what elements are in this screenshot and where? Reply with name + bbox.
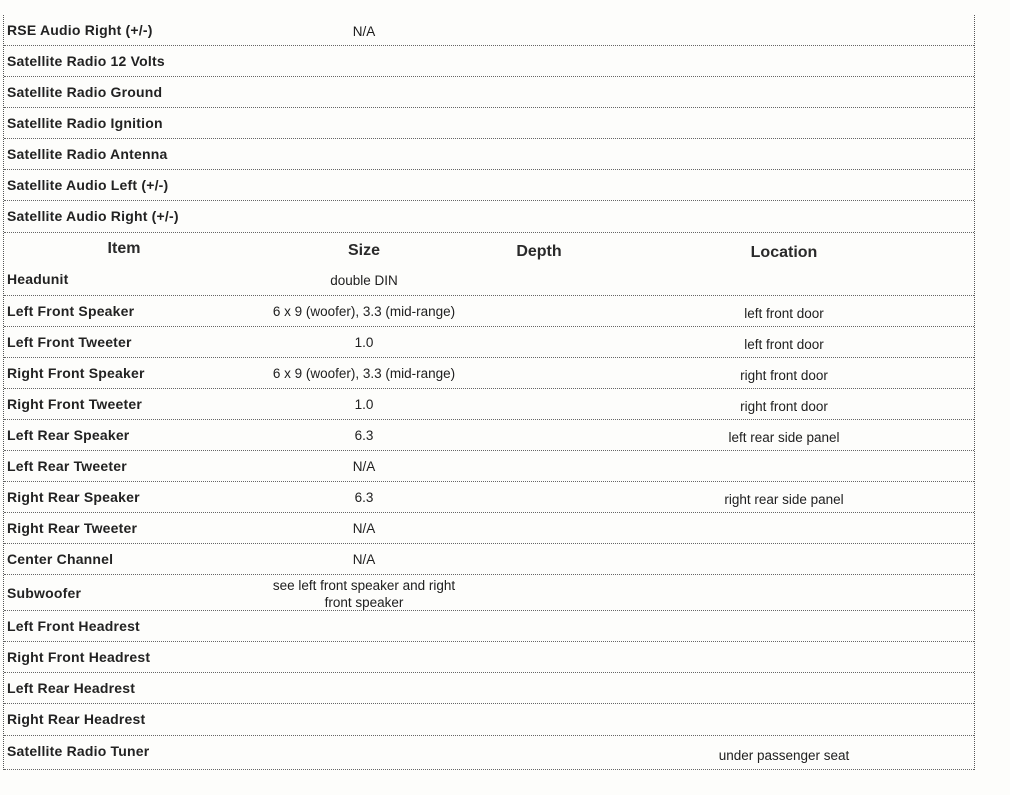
column-header-location: Location bbox=[750, 244, 818, 261]
component-row bbox=[4, 575, 974, 611]
component-row bbox=[4, 611, 974, 642]
component-size: N/A bbox=[352, 521, 376, 536]
component-row bbox=[4, 420, 974, 451]
connection-label: Satellite Radio 12 Volts bbox=[7, 53, 165, 69]
component-row bbox=[4, 327, 974, 358]
component-row bbox=[4, 513, 974, 544]
component-item: Left Rear Tweeter bbox=[7, 458, 127, 474]
component-location: under passenger seat bbox=[718, 748, 850, 763]
vehicle-audio-spec-sheet bbox=[3, 15, 975, 770]
column-header-item: Item bbox=[107, 240, 141, 257]
component-location: right rear side panel bbox=[724, 492, 844, 507]
connection-label: Satellite Radio Ground bbox=[7, 84, 163, 100]
component-row bbox=[4, 482, 974, 513]
component-location: right front door bbox=[740, 368, 828, 383]
component-row bbox=[4, 642, 974, 673]
component-size: 6 x 9 (woofer), 3.3 (mid-range) bbox=[272, 366, 456, 381]
component-item: Right Front Headrest bbox=[7, 649, 151, 665]
component-item: Subwoofer bbox=[7, 585, 82, 601]
column-header-depth: Depth bbox=[516, 243, 562, 260]
component-row bbox=[4, 451, 974, 482]
connection-label: RSE Audio Right (+/-) bbox=[7, 22, 153, 38]
component-size: 6.3 bbox=[354, 490, 374, 505]
component-row bbox=[4, 296, 974, 327]
connection-row bbox=[4, 139, 974, 170]
component-item: Right Rear Headrest bbox=[7, 711, 146, 727]
component-item: Left Front Speaker bbox=[7, 303, 135, 319]
component-item: Right Front Tweeter bbox=[7, 396, 142, 412]
component-size: 6 x 9 (woofer), 3.3 (mid-range) bbox=[272, 304, 456, 319]
connection-label: Satellite Audio Right (+/-) bbox=[7, 208, 179, 224]
connection-row bbox=[4, 170, 974, 201]
component-location: left rear side panel bbox=[728, 430, 840, 445]
connection-value: N/A bbox=[352, 24, 376, 39]
component-row bbox=[4, 673, 974, 704]
component-size: see left front speaker and right front speaker bbox=[272, 578, 456, 610]
component-item: Left Rear Headrest bbox=[7, 680, 136, 696]
component-item: Right Front Speaker bbox=[7, 365, 145, 381]
connection-row bbox=[4, 15, 974, 46]
component-item: Center Channel bbox=[7, 551, 114, 567]
connection-label: Satellite Radio Antenna bbox=[7, 146, 168, 162]
component-location: left front door bbox=[744, 337, 824, 352]
connection-label: Satellite Radio Ignition bbox=[7, 115, 163, 131]
component-size: N/A bbox=[352, 552, 376, 567]
component-row bbox=[4, 704, 974, 736]
component-size: 1.0 bbox=[354, 397, 374, 412]
component-item: Headunit bbox=[7, 271, 69, 287]
component-item: Left Rear Speaker bbox=[7, 427, 130, 443]
connection-row bbox=[4, 77, 974, 108]
component-size: double DIN bbox=[330, 273, 398, 288]
component-item: Satellite Radio Tuner bbox=[7, 743, 150, 759]
connection-label: Satellite Audio Left (+/-) bbox=[7, 177, 169, 193]
component-item: Left Front Headrest bbox=[7, 618, 140, 634]
connection-row bbox=[4, 108, 974, 139]
connection-row bbox=[4, 46, 974, 77]
component-item: Right Rear Speaker bbox=[7, 489, 140, 505]
column-header-size: Size bbox=[347, 242, 380, 259]
component-row bbox=[4, 736, 974, 770]
component-size: 6.3 bbox=[354, 428, 374, 443]
components-header-row bbox=[4, 233, 974, 296]
component-size: 1.0 bbox=[354, 335, 374, 350]
component-row bbox=[4, 358, 974, 389]
component-location: left front door bbox=[744, 306, 824, 321]
component-size: N/A bbox=[352, 459, 376, 474]
component-item: Left Front Tweeter bbox=[7, 334, 132, 350]
component-location: right front door bbox=[740, 399, 828, 414]
component-row bbox=[4, 389, 974, 420]
component-item: Right Rear Tweeter bbox=[7, 520, 138, 536]
component-row bbox=[4, 544, 974, 575]
connection-row bbox=[4, 201, 974, 233]
